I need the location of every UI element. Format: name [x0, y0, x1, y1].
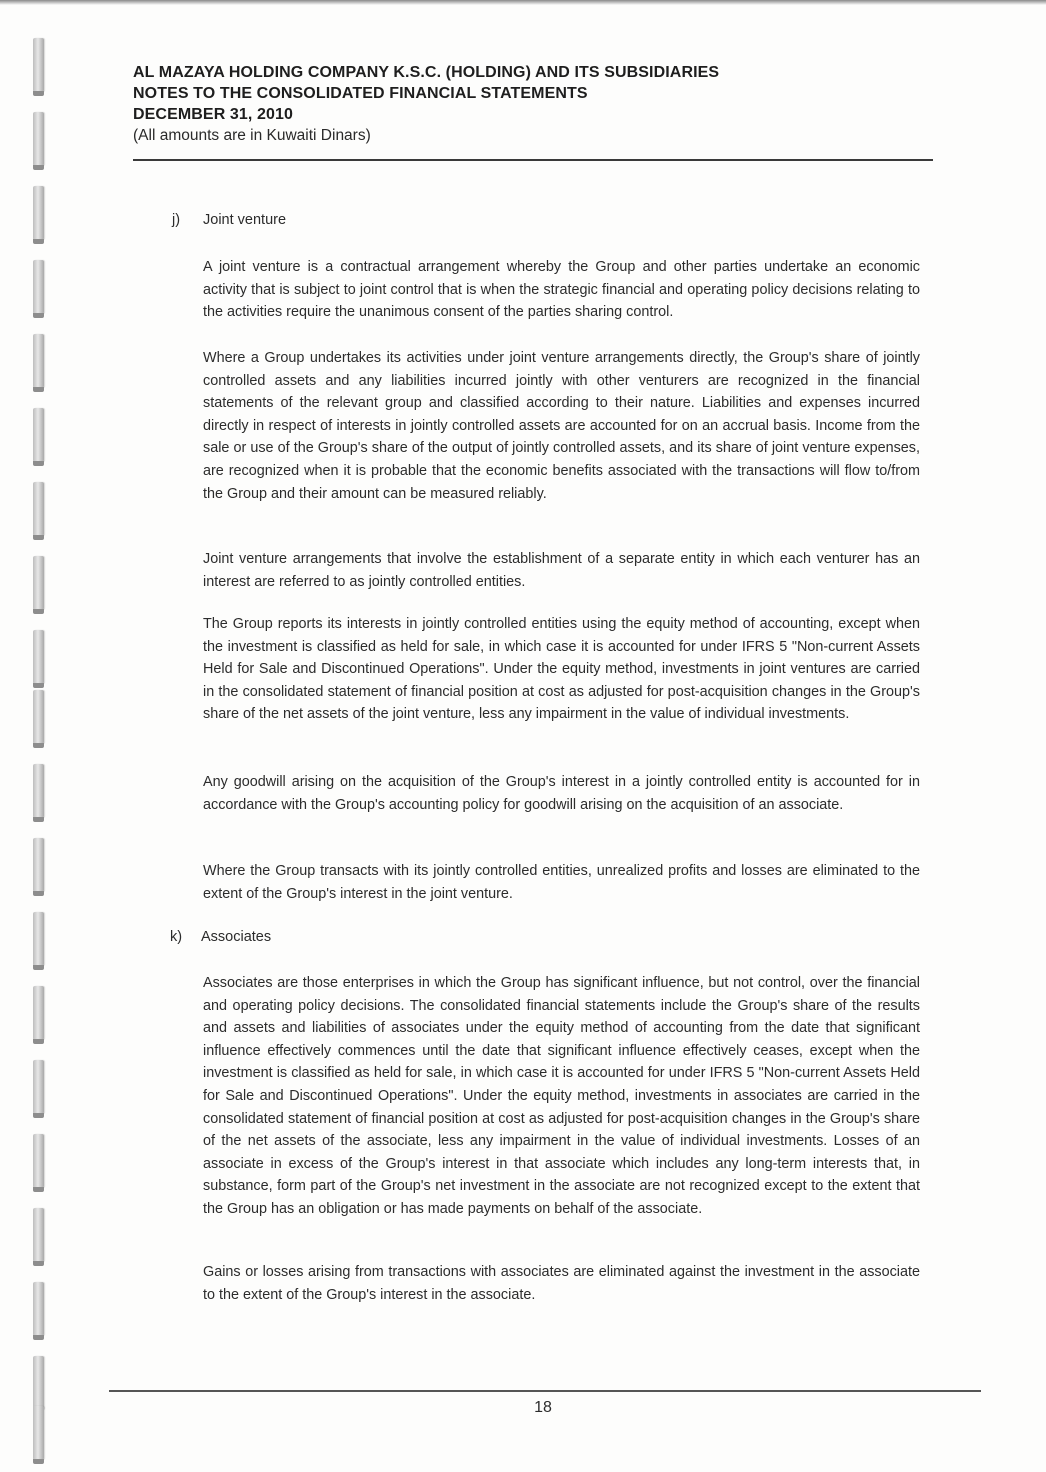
binder-hole: [33, 912, 44, 966]
currency-note: (All amounts are in Kuwaiti Dinars): [133, 127, 371, 144]
binder-hole: [33, 408, 44, 462]
paragraph: Where the Group transacts with its jointly controlled entities, unrealized profits and losses are eliminated to the extent of the Group's interest in the joint venture.: [203, 863, 920, 902]
document-title: NOTES TO THE CONSOLIDATED FINANCIAL STATEMENTS: [133, 85, 588, 102]
binder-hole: [33, 986, 44, 1040]
company-name: AL MAZAYA HOLDING COMPANY K.S.C. (HOLDING) AND ITS SUBSIDIARIES: [133, 64, 720, 81]
binder-hole: [33, 38, 44, 92]
paragraph: Joint venture arrangements that involve the establishment of a separate entity in which each venturer has an interest are referred to as jointly controlled entities.: [203, 551, 920, 590]
binder-hole: [33, 334, 44, 388]
section-heading-joint-venture: [172, 212, 286, 228]
paragraph: Gains or losses arising from transactions with associates are eliminated against the investment in the associate to the extent of the Group's interest in the associate.: [203, 1264, 920, 1303]
statement-date: DECEMBER 31, 2010: [133, 106, 293, 123]
binder-hole: [33, 630, 44, 684]
section-title: Associates: [201, 929, 272, 945]
section-title: Joint venture: [203, 212, 287, 228]
paragraph: Any goodwill arising on the acquisition of the Group's interest in a jointly controlled entity is accounted for in accordance with the Group's accounting policy for goodwill arising on the acquisition of an associate.: [203, 774, 920, 813]
binder-hole: [33, 1282, 44, 1336]
section-heading-associates: [170, 929, 271, 945]
binder-hole: [33, 690, 44, 744]
binder-hole: [33, 186, 44, 240]
paragraph: Where a Group undertakes its activities under joint venture arrangements directly, the Group's share of jointly controlled assets and any liabilities incurred jointly with other venturers are recognized in the financial statements of the relevant group and classified according to their nature. Liabilities and expenses incurred directly in respect of interests in jointly controlled assets are accounted for on an accrual basis. Income from the sale or use of the Group's share of the output of jointly controlled assets, and its share of joint venture expenses, are recognized when it is probable that the economic benefits associated with the transactions will flow to/from the Group and their amount can be measured reliably.: [203, 350, 920, 502]
page-top-edge: [0, 0, 1046, 5]
binder-holes: [33, 30, 49, 1470]
document-header: [133, 62, 933, 146]
binder-hole: [33, 556, 44, 610]
binder-hole: [33, 482, 44, 536]
binder-hole: [33, 764, 44, 818]
paragraph: A joint venture is a contractual arrangement whereby the Group and other parties undertake an economic activity that is subject to joint control that is when the strategic financial and operating policy decisions relating to the activities require the unanimous consent of the parties sharing control.: [203, 259, 920, 321]
page-number: 18: [534, 1399, 552, 1416]
binder-hole: [33, 112, 44, 166]
paragraph: Associates are those enterprises in which the Group has significant influence, but not control, over the financial and operating policy decisions. The consolidated financial statements include the Group's share of the results and assets and liabilities of associates under the equity method of accounting from the date that significant influence effectively commences until the date that significant influence effectively ceases, except when the investment is classified as held for sale, in which case it is accounted for under IFRS 5 "Non-current Assets Held for Sale and Discontinued Operations". Under the equity method, investments in associates are carried in the consolidated statement of financial position at cost as adjusted for post-acquisition changes in the Group's share of the net assets of the associate, less any impairment in the value of individual investments. Losses of an associate in excess of the Group's interest in that associate which includes any long-term interests that, in substance, form part of the Group's net investment in the associate are not recognized except to the extent that the Group has an obligation or has made payments on behalf of the associate.: [203, 975, 920, 1217]
binder-hole: [33, 1208, 44, 1262]
footer-divider: [109, 1390, 981, 1392]
binder-hole: [33, 1134, 44, 1188]
paragraph: The Group reports its interests in jointly controlled entities using the equity method of accounting, except when the investment is classified as held for sale, in which case it is accounted for under IFRS 5 "Non-current Assets Held for Sale and Discontinued Operations". Under the equity method, investments in joint ventures are carried in the consolidated statement of financial position at cost as adjusted for post-acquisition changes in the Group's share of the net assets of the joint venture, less any impairment in the value of individual investments.: [203, 616, 920, 723]
header-divider: [133, 159, 933, 161]
binder-hole: [33, 838, 44, 892]
binder-hole: [33, 260, 44, 314]
section-letter: j): [172, 212, 181, 228]
section-letter: k): [170, 929, 183, 945]
binder-hole: [33, 1060, 44, 1114]
